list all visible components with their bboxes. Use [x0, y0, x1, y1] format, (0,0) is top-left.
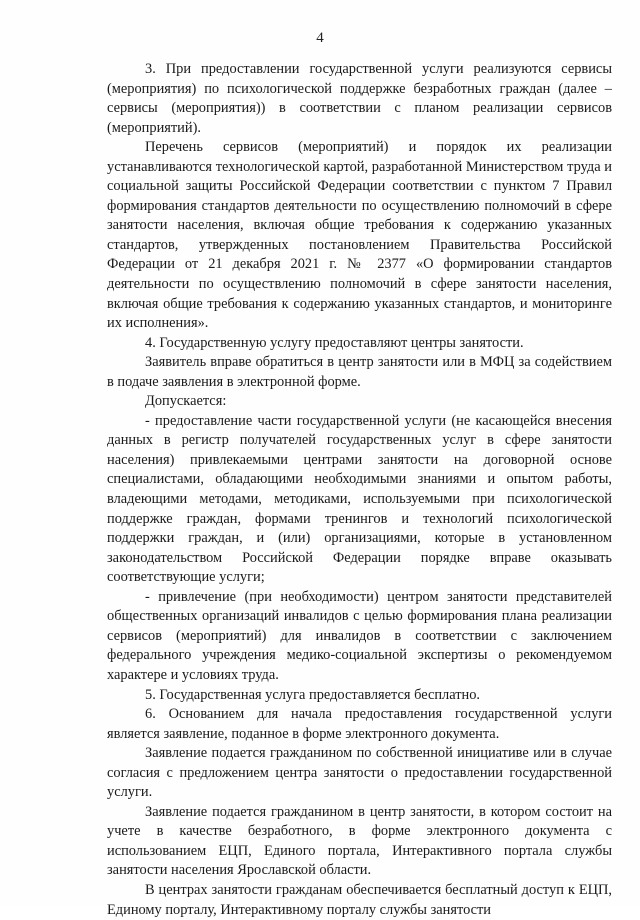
- paragraph-basis: 6. Основанием для начала предоставления государственной услуги является заявление, поданное в форме электронного документа.: [107, 706, 612, 742]
- paragraph-applicant-mfc: Заявитель вправе обратиться в центр занятости или в МФЦ за содействием в подаче заявления в электронной форме.: [107, 354, 612, 390]
- paragraph-allowed-organizations: - привлечение (при необходимости) центром занятости представителей общественных организаций инвалидов с целью формирования плана реализации сервисов (мероприятий) для инвалидов в соответствии с заключением федерального учреждения медико-социальной экспертизы о рекомендуемом характере и условиях труда.: [107, 588, 612, 683]
- paragraph-services-list: Перечень сервисов (мероприятий) и порядок их реализации устанавливаются технологической картой, разработанной Министерством труда и социальной защиты Российской Федерации соответствии с пунктом 7 Правил формирования стандартов деятельности по осуществлению полномочий в сфере занятости населения, включая общие требования к содержанию указанных стандартов, утвержденных постановлением Правительства Российской Федерации от 21 декабря 2021 г. № 2377 «О формировании стандартов деятельности по осуществлению полномочий в сфере занятости населения, включая общие требования к содержанию указанных стандартов, и мониторинге их исполнения».: [107, 139, 612, 332]
- document-body: [107, 60, 612, 920]
- paragraph-allowed-heading: Допускается:: [145, 393, 227, 410]
- paragraph-free-access: В центрах занятости гражданам обеспечивается бесплатный доступ к ЕЦП, Единому порталу, Интерактивному порталу службы занятости: [107, 881, 612, 918]
- paragraph-application-submission: Заявление подается гражданином в центр занятости, в котором состоит на учете в качестве безработного, в форме электронного документа с использованием ЕЦП, Единого портала, Интерактивного портала службы занятости населения Ярославской области.: [107, 803, 612, 879]
- paragraph-application-initiative: Заявление подается гражданином по собственной инициативе или в случае согласия с предложением центра занятости о предоставлении государственной услуги.: [107, 745, 612, 801]
- paragraph-provider: 4. Государственную услугу предоставляют центры занятости.: [145, 334, 524, 351]
- paragraph-free-of-charge: 5. Государственная услуга предоставляется бесплатно.: [145, 686, 481, 703]
- page-number: 4: [316, 30, 324, 46]
- paragraph-allowed-specialists: - предоставление части государственной услуги (не касающейся внесения данных в регистр получателей государственных услуг в сфере занятости населения) привлекаемыми центрами занятости на договорной основе специалистами, обладающими необходимыми знаниями и опытом работы, владеющими методами, методиками, используемыми при психологической поддержке граждан, формами тренингов и технологий психологической поддержки граждан, и (или) организациями, которые в установленном законодательством Российской Федерации порядке вправе оказывать соответствующие услуги;: [107, 412, 612, 586]
- paragraph-services: 3. При предоставлении государственной услуги реализуются сервисы (мероприятия) по психологической поддержке безработных граждан (далее – сервисы (мероприятия)) в соответствии с планом реализации сервисов (мероприятий).: [107, 61, 612, 136]
